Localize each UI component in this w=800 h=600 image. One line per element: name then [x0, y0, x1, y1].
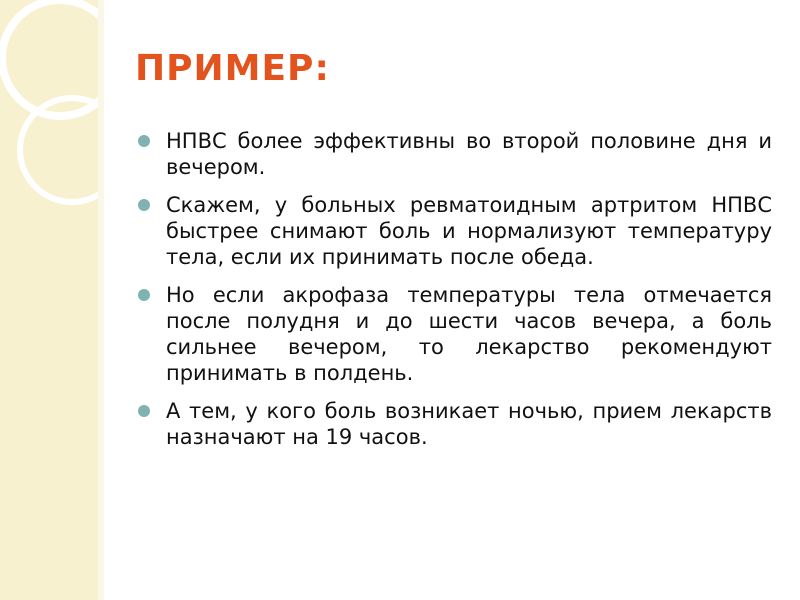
- bullet-dot-icon: [138, 199, 150, 211]
- bullet-text: А тем, у кого боль возникает ночью, прием лекарств назначают на 19 часов.: [166, 399, 772, 449]
- bullet-item: [136, 282, 772, 386]
- slide-title: ПРИМЕР:: [135, 48, 330, 89]
- bullet-text: Скажем, у больных ревматоидным артритом НПВС быстрее снимают боль и нормализуют температуру тела, если их принимать после обеда.: [166, 193, 772, 269]
- bullet-item: [136, 192, 772, 270]
- decorative-side-band: [0, 0, 98, 600]
- bullet-dot-icon: [138, 405, 150, 417]
- bullet-item: [136, 398, 772, 450]
- bullet-list: [136, 128, 772, 462]
- decorative-circles: [0, 0, 98, 600]
- bullet-text: Но если акрофаза температуры тела отмечается после полудня и до шести часов вечера, а боль сильнее вечером, то лекарство рекомендуют принимать в полдень.: [166, 283, 772, 385]
- bullet-text: НПВС более эффективны во второй половине дня и вечером.: [166, 129, 772, 179]
- bullet-dot-icon: [138, 135, 150, 147]
- side-divider: [98, 0, 104, 600]
- bullet-item: [136, 128, 772, 180]
- bullet-dot-icon: [138, 289, 150, 301]
